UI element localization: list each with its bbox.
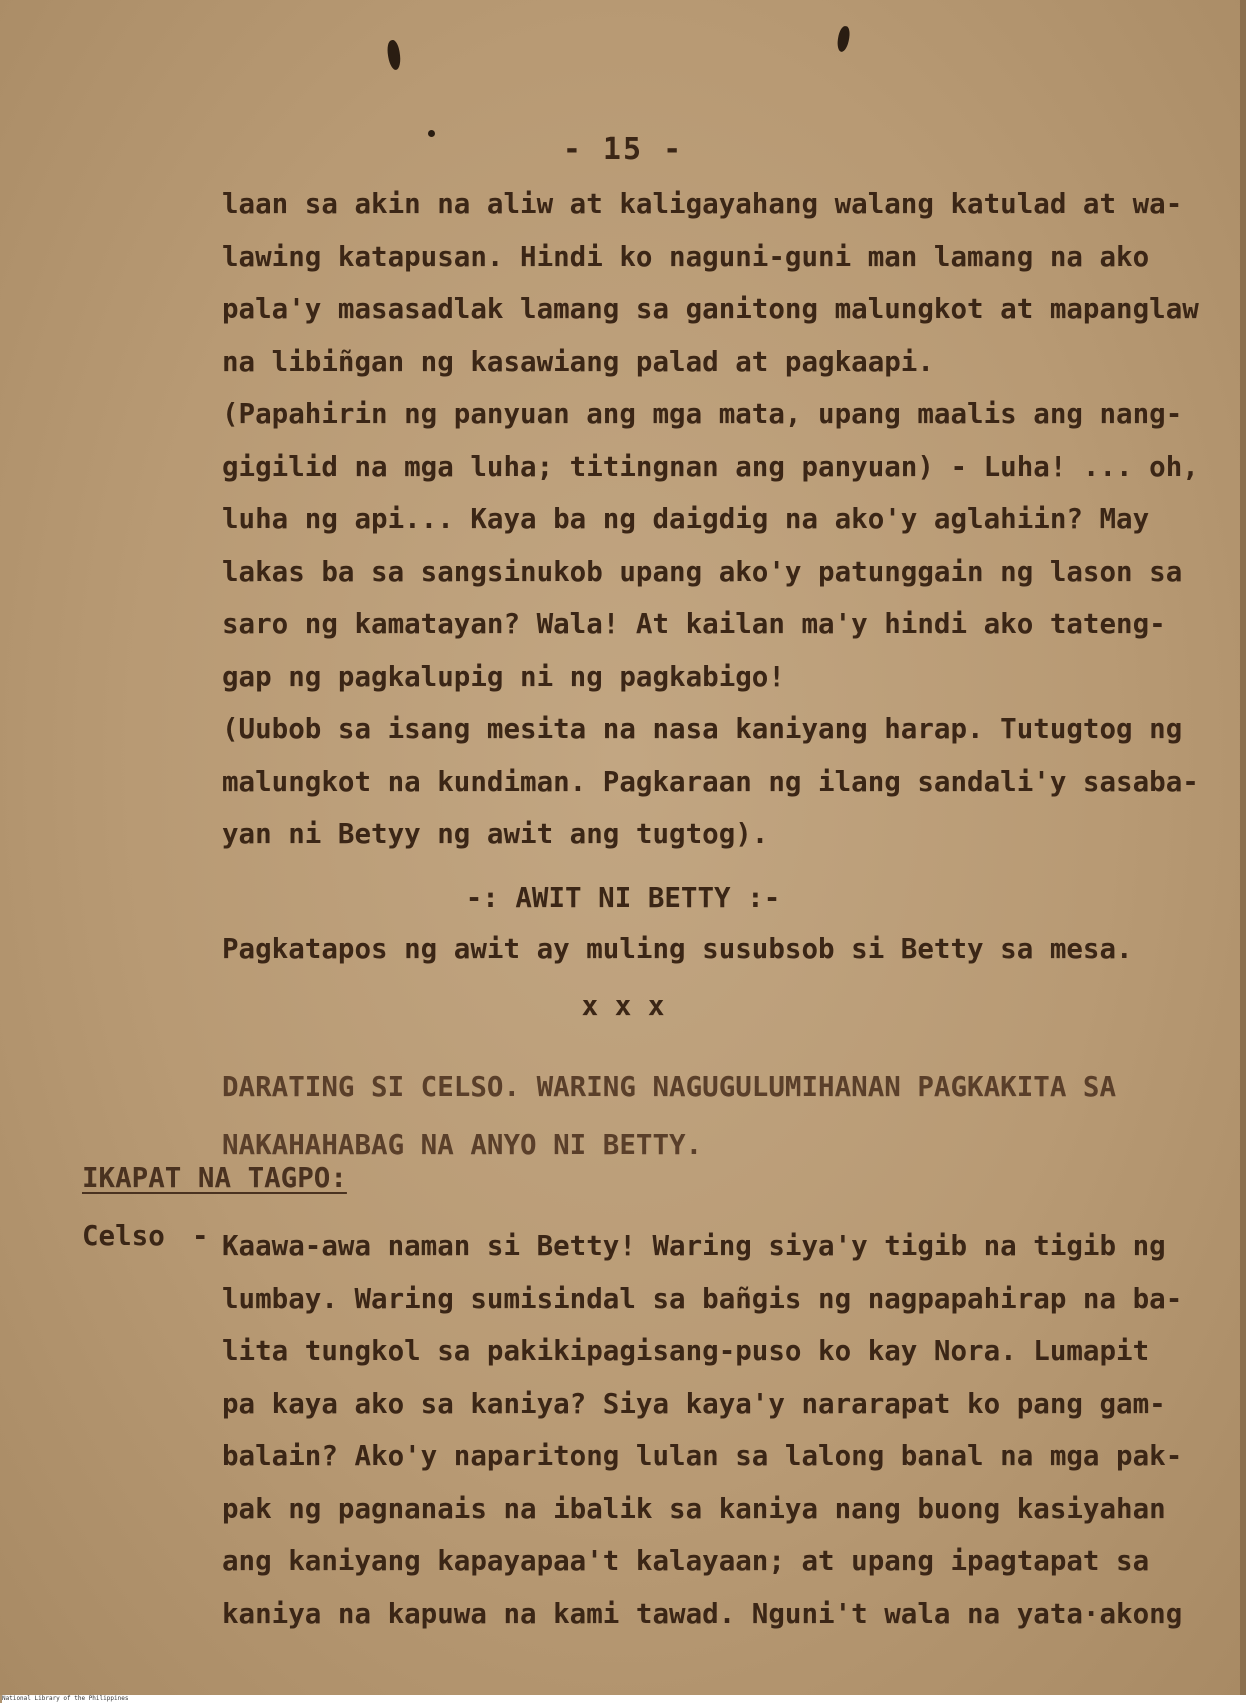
text-line: balain? Ako'y naparitong lulan sa lalong banal na mga pak- (222, 1440, 1183, 1472)
paragraph-1 (222, 178, 1199, 388)
text-line: lawing katapusan. Hindi ko naguni-guni man lamang na ako (222, 240, 1150, 273)
text-line: Pagkatapos ng awit ay muling susubsob si Betty sa mesa. (222, 933, 1133, 965)
text-line: na libiñgan ng kasawiang palad at pagkaapi. (222, 345, 934, 378)
text-line: malungkot na kundiman. Pagkaraan ng ilang sandali'y sasaba- (222, 765, 1199, 798)
text-line: gigilid na mga luha; titingnan ang panyuan) - Luha! ... oh, (222, 450, 1199, 483)
paragraph-3 (222, 703, 1199, 861)
text-line: gap ng pagkalupig ni ng pagkabigo! (222, 660, 785, 693)
text-line: lita tungkol sa pakikipagisang-puso ko kay Nora. Lumapit (222, 1335, 1150, 1367)
punch-hole-left (385, 39, 402, 71)
text-line: lumbay. Waring sumisindal sa bañgis ng nagpapahirap na ba- (222, 1282, 1183, 1315)
after-song-line (222, 923, 1182, 976)
song-title: -: AWIT NI BETTY :- (465, 882, 781, 914)
text-line: pala'y masasadlak lamang sa ganitong malungkot at mapanglaw (222, 293, 1199, 325)
section-separator: x x x (581, 990, 665, 1022)
text-line: pak ng pagnanais na ibalik sa kaniya nang buong kasiyahan (222, 1492, 1166, 1525)
text-line: lakas ba sa sangsinukob upang ako'y patunggain ng lason sa (222, 555, 1183, 588)
text-line: NAKAHAHABAG NA ANYO NI BETTY. (222, 1129, 703, 1161)
text-line: (Papahirin ng panyuan ang mga mata, upang maalis ang nang- (222, 398, 1183, 430)
text-line: luha ng api... Kaya ba ng daigdig na ako'y aglahiin? May (222, 503, 1150, 535)
text-line: pa kaya ako sa kaniya? Siya kaya'y nararapat ko pang gam- (222, 1387, 1166, 1420)
text-line: yan ni Betyy ng awit ang tugtog). (222, 818, 769, 850)
speaker-name: Celso (82, 1220, 165, 1252)
punch-hole-right (836, 25, 851, 52)
stage-direction (222, 1058, 1182, 1174)
text-line: kaniya na kapuwa na kami tawad. Nguni't wala na yata·akong (222, 1597, 1183, 1630)
text-line: (Uubob sa isang mesita na nasa kaniyang harap. Tutugtog ng (222, 713, 1183, 745)
dialogue-block (222, 1220, 1182, 1640)
text-line: DARATING SI CELSO. WARING NAGUGULUMIHANAN PAGKAKITA SA (222, 1071, 1117, 1103)
text-line: ang kaniyang kapayapaa't kalayaan; at upang ipagtapat sa (222, 1545, 1150, 1577)
footer-credit: National Library of the Philippines (2, 1695, 1246, 1703)
page-number: - 15 - (562, 132, 684, 167)
speaker-dash: - (192, 1220, 209, 1252)
page-edge (1240, 0, 1246, 1695)
text-line: laan sa akin na aliw at kaligayahang walang katulad at wa- (222, 188, 1183, 220)
text-line: saro ng kamatayan? Wala! At kailan ma'y hindi ako tateng- (222, 608, 1166, 640)
paragraph-2 (222, 388, 1199, 703)
scene-heading: IKAPAT NA TAGPO: (82, 1162, 347, 1194)
text-line: Kaawa-awa naman si Betty! Waring siya'y tigib na tigib ng (222, 1230, 1166, 1262)
